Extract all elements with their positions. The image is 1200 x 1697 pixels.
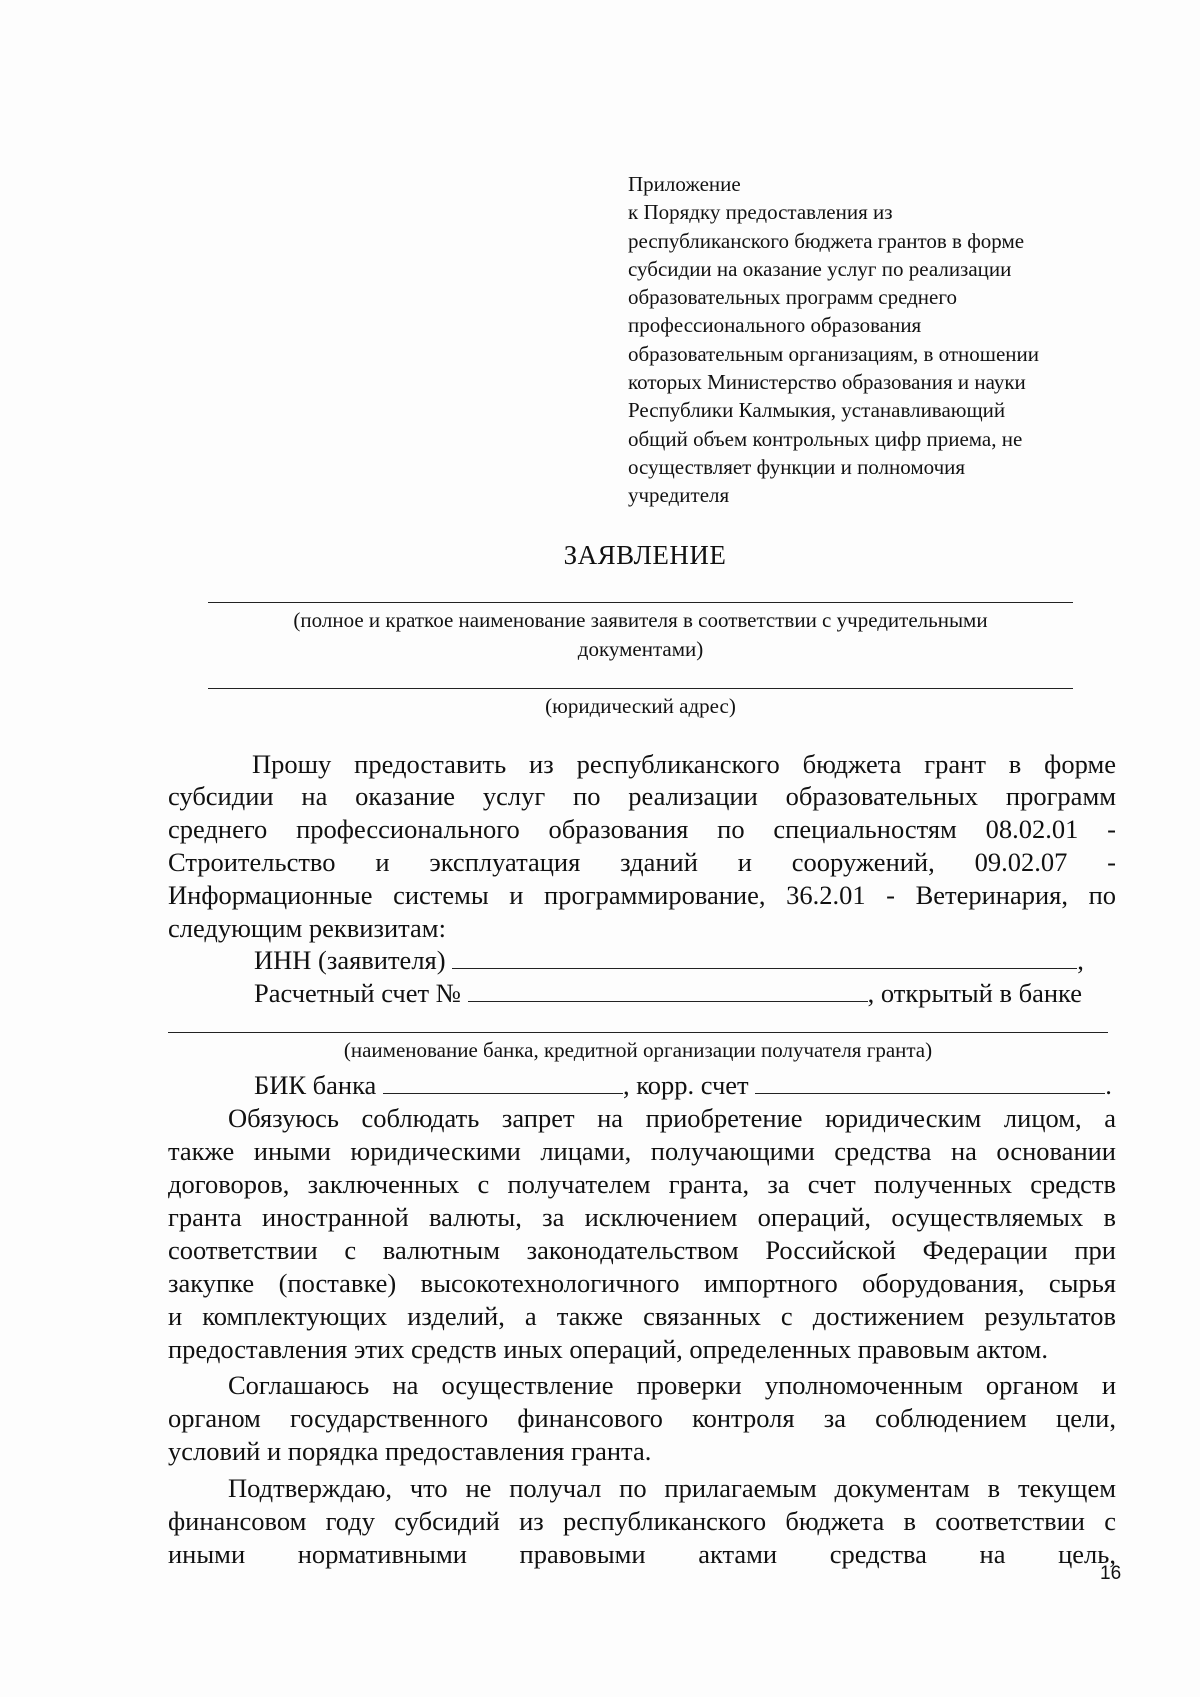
bank-name-caption: (наименование банка, кредитной организации получателя гранта) [343,1038,933,1062]
bank-name-blank[interactable] [168,1032,1108,1033]
obligation-line: и комплектующих изделий, а также связанных с достижением результатов [168,1301,1116,1331]
obligation-line: договоров, заключенных с получателем гранта, за счет полученных средств [168,1169,1116,1199]
appendix-line: профессионального образования [628,313,922,338]
appendix-line: к Порядку предоставления из [628,200,893,225]
appendix-line: которых Министерство образования и науки [628,370,1026,395]
applicant-name-caption-line: документами) [577,637,704,661]
applicant-name-caption [208,606,1073,664]
appendix-line: образовательным организациям, в отношении [628,341,1039,366]
request-line: Прошу предоставить из республиканского бюджета грант в форме [252,749,1116,779]
consent-line: Соглашаюсь на осуществление проверки уполномоченным органом и [228,1370,1116,1400]
legal-address-blank [208,688,1073,689]
applicant-name-blank [208,602,1073,603]
legal-address-caption: (юридический адрес) [545,694,736,718]
account-input-blank[interactable] [468,979,868,1002]
corr-label: , корр. счет [622,1070,749,1100]
appendix-header [628,170,1098,510]
confirmation-line: Подтверждаю, что не получал по прилагаемым документам в текущем [228,1473,1116,1503]
appendix-line: осуществляет функции и полномочия [628,454,966,479]
request-line: Информационные системы и программирование, 36.2.01 - Ветеринария, по [168,880,1116,910]
obligation-line: предоставления этих средств иных операций, определенных правовым актом. [168,1334,1048,1364]
bik-input-blank[interactable] [383,1071,623,1094]
confirmation-line: финансовом году субсидий из республиканского бюджета в соответствии с [168,1506,1116,1536]
document-title: ЗАЯВЛЕНИЕ [563,540,727,570]
appendix-line: республиканского бюджета грантов в форме [628,228,1025,253]
bik-label: БИК банка [254,1070,377,1100]
account-label: Расчетный счет № [254,978,462,1008]
corr-input-blank[interactable] [755,1071,1105,1094]
account-field-row [254,977,1082,1009]
appendix-line: общий объем контрольных цифр приема, не [628,426,1023,451]
obligation-line: также иными юридическими лицами, получающими средства на основании [168,1136,1116,1166]
obligation-line: соответствии с валютным законодательством Российской Федерации при [168,1235,1116,1265]
request-line: субсидии на оказание услуг по реализации образовательных программ [168,781,1116,811]
account-suffix: , открытый в банке [867,978,1083,1008]
confirmation-line: иными нормативными правовыми актами средства на цель, [168,1539,1116,1569]
obligation-line: гранта иностранной валюты, за исключением операций, осуществляемых в [168,1202,1116,1232]
applicant-name-caption-line: (полное и краткое наименование заявителя в соответствии с учредительными [293,608,988,632]
page-number: 16 [1100,1563,1122,1584]
consent-line: условий и порядка предоставления гранта. [168,1436,652,1466]
inn-input-blank[interactable] [452,946,1077,969]
appendix-line: Республики Калмыкия, устанавливающий [628,398,1006,423]
appendix-line: учредителя [628,483,730,508]
request-line: Строительство и эксплуатация зданий и сооружений, 09.02.07 - [168,847,1116,877]
corr-end: . [1105,1070,1112,1100]
bik-field-row [254,1069,1112,1101]
appendix-line: субсидии на оказание услуг по реализации [628,256,1012,281]
appendix-line: Приложение [628,172,741,196]
obligation-line: закупке (поставке) высокотехнологичного импортного оборудования, сырья [168,1268,1116,1298]
obligation-line: Обязуюсь соблюдать запрет на приобретение юридическим лицом, а [228,1103,1116,1133]
appendix-line: образовательных программ среднего [628,285,957,310]
request-line: следующим реквизитам: [168,913,446,943]
inn-field-row [254,944,1084,976]
inn-end: , [1077,945,1084,975]
inn-label: ИНН (заявителя) [254,945,446,975]
request-line: среднего профессионального образования по специальностям 08.02.01 - [168,814,1116,844]
consent-line: органом государственного финансового контроля за соблюдением цели, [168,1403,1116,1433]
